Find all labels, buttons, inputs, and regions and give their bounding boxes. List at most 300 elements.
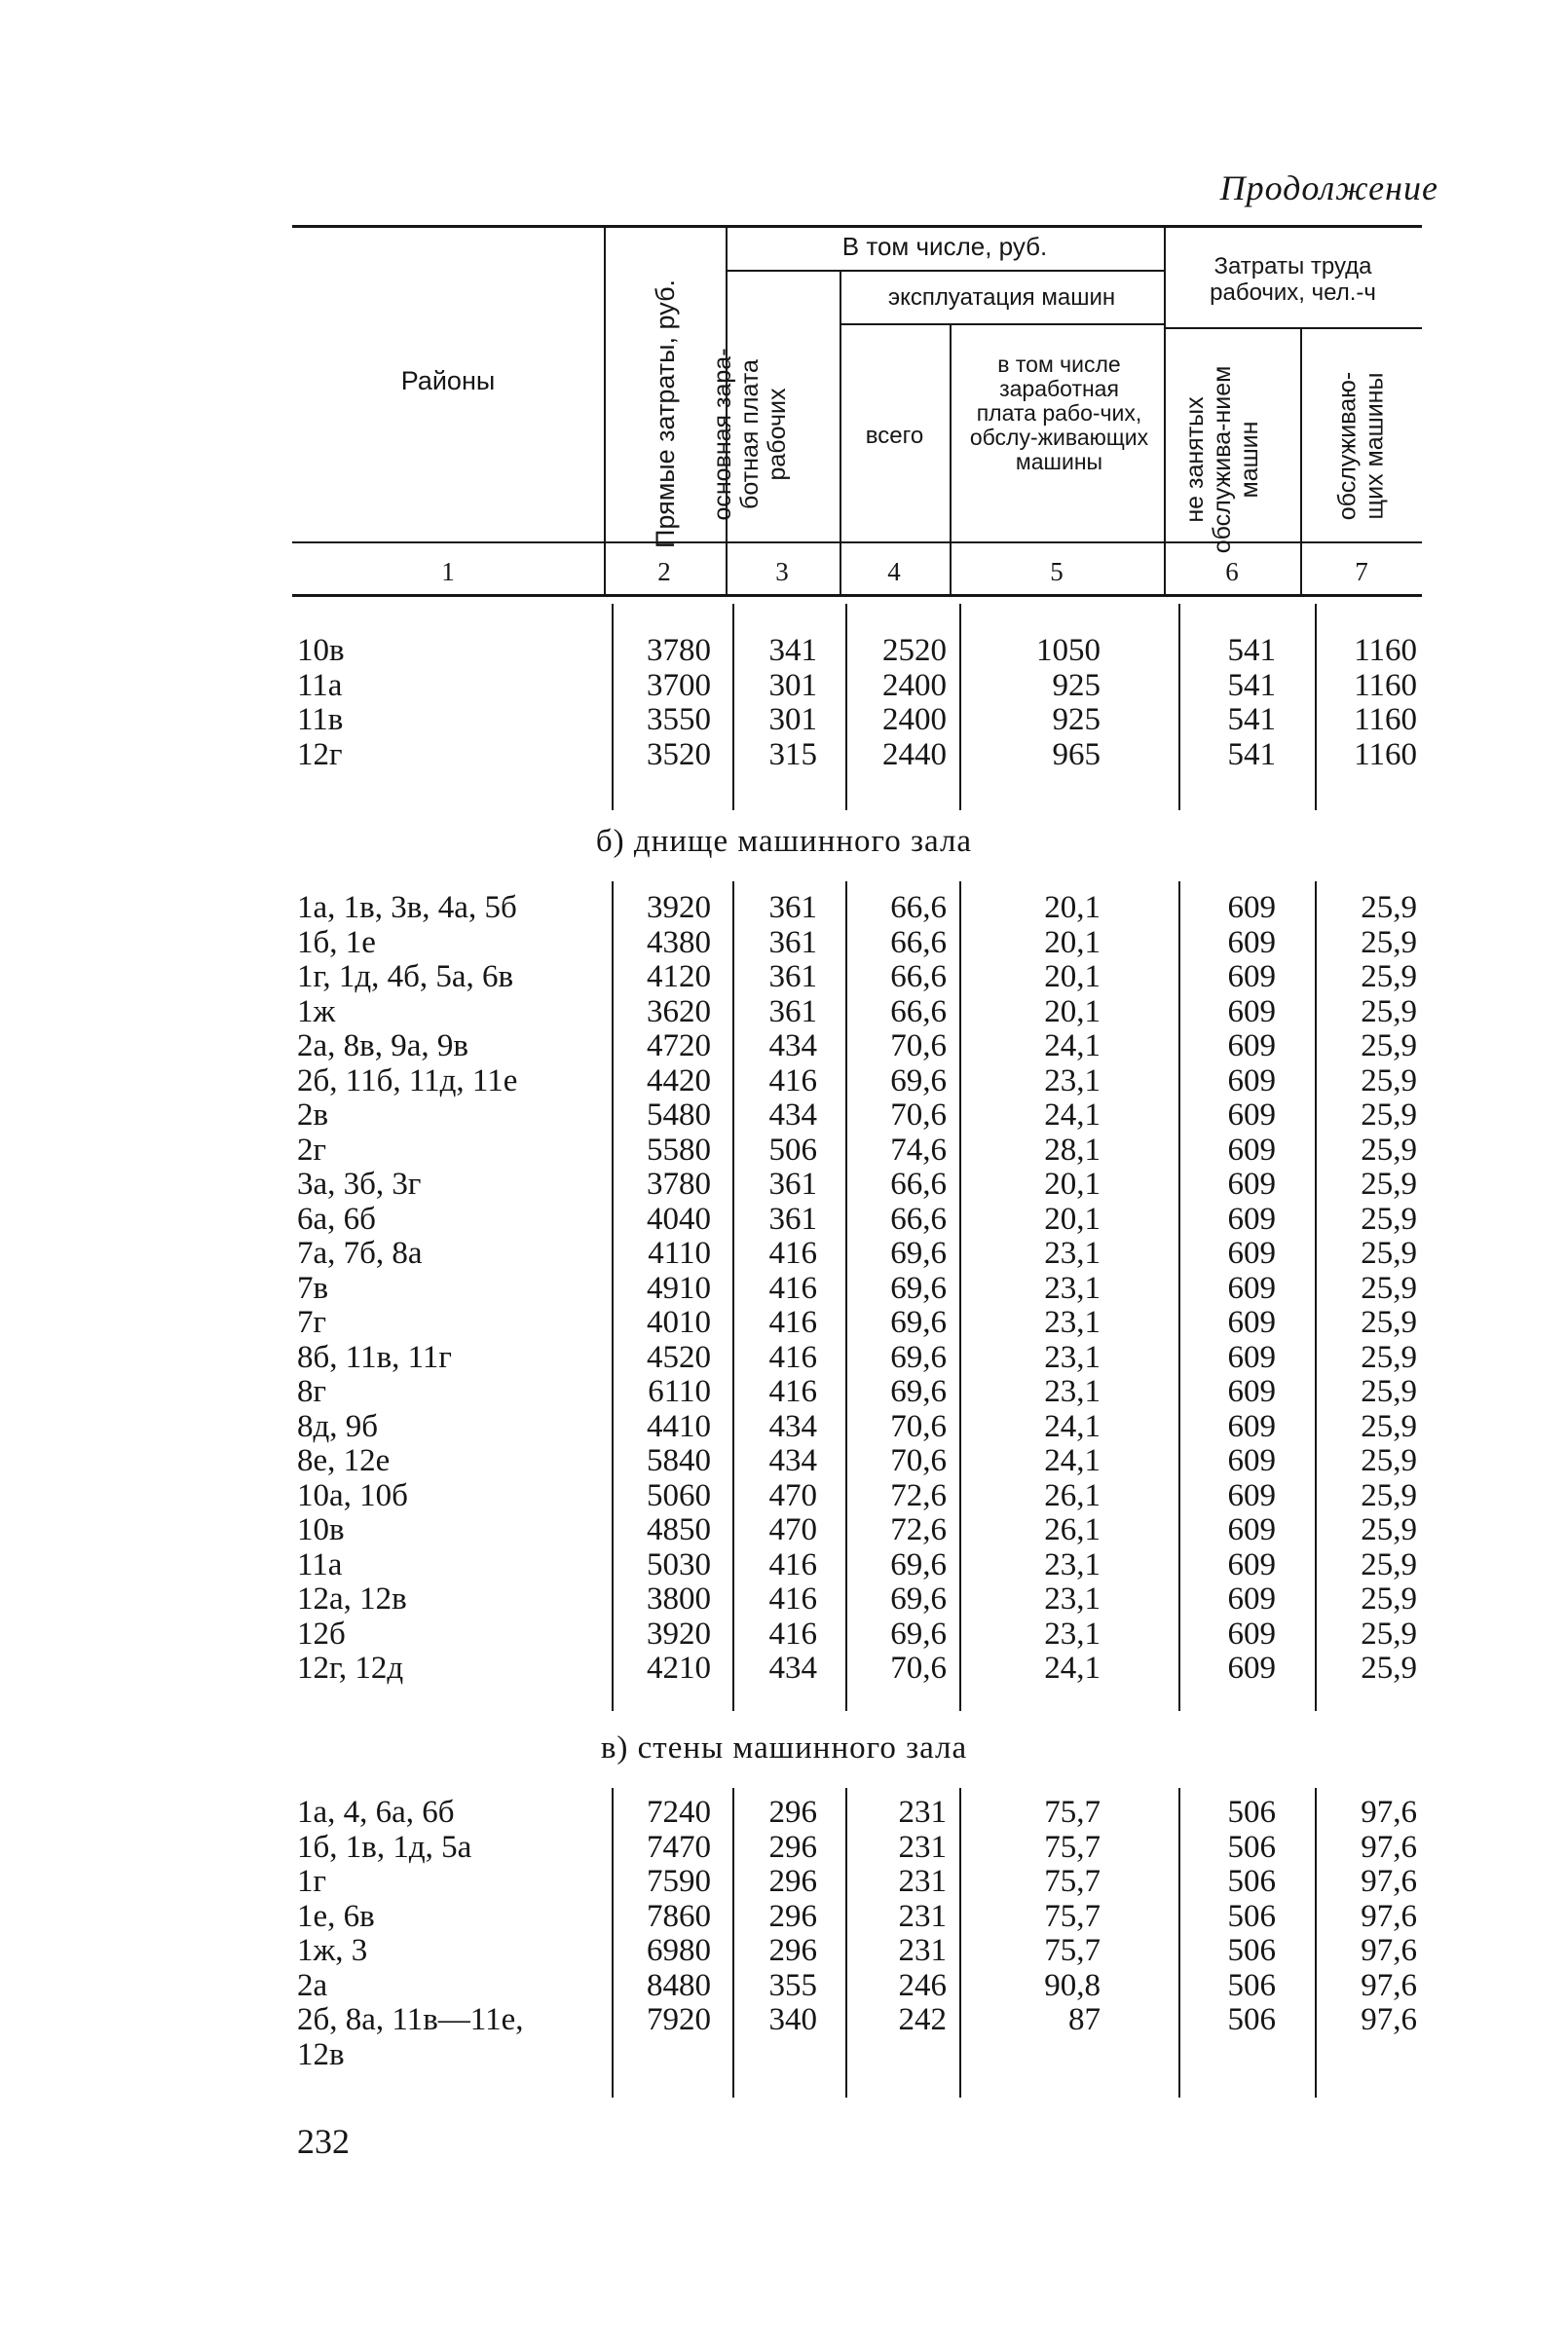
region-cell: 12г, 12д: [297, 1651, 404, 1686]
value-cell: 25,9: [1361, 1167, 1417, 1202]
region-cell: 8б, 11в, 11г: [297, 1339, 452, 1375]
value-cell: 87: [1068, 2002, 1101, 2037]
value-cell: 341: [768, 633, 817, 668]
header-including-wage: в том числе заработная плата рабо-чих, обслу-живающих машины: [969, 352, 1149, 474]
header-labor-costs: Затраты труда рабочих, чел.-ч: [1210, 253, 1376, 306]
value-cell: 25,9: [1361, 1477, 1417, 1513]
region-cell: 10в: [297, 633, 345, 668]
value-cell: 24,1: [1044, 1028, 1101, 1063]
value-cell: 3620: [647, 993, 711, 1029]
header-machine-operation: эксплуатация машин: [887, 284, 1116, 311]
region-cell: 8г: [297, 1374, 327, 1409]
value-cell: 70,6: [890, 1097, 947, 1133]
table-row: [0, 1306, 1568, 1341]
region-cell: 10в: [297, 1512, 345, 1547]
value-cell: 97,6: [1361, 1898, 1417, 1934]
region-cell: 2г: [297, 1132, 327, 1168]
value-cell: 3780: [647, 1167, 711, 1202]
table-row: [0, 891, 1568, 926]
value-cell: 66,6: [890, 959, 947, 994]
value-cell: 416: [768, 1616, 817, 1652]
region-cell: 8е, 12е: [297, 1443, 391, 1478]
value-cell: 75,7: [1044, 1829, 1101, 1865]
value-cell: 5840: [647, 1443, 711, 1478]
value-cell: 609: [1227, 1512, 1276, 1547]
value-cell: 6110: [648, 1374, 711, 1409]
column-number-5: 5: [1050, 557, 1064, 586]
region-cell: 10а, 10б: [297, 1477, 408, 1513]
region-cell: 1е, 6в: [297, 1898, 375, 1934]
value-cell: 609: [1227, 1443, 1276, 1478]
region-cell: 2в: [297, 1097, 329, 1133]
value-cell: 965: [1052, 736, 1101, 772]
value-cell: 20,1: [1044, 1201, 1101, 1237]
value-cell: 23,1: [1044, 1270, 1101, 1306]
value-cell: 609: [1227, 1339, 1276, 1375]
region-cell: 12б: [297, 1616, 346, 1652]
value-cell: 70,6: [890, 1028, 947, 1063]
table-row: [0, 1237, 1568, 1272]
value-cell: 3520: [647, 736, 711, 772]
value-cell: 66,6: [890, 890, 947, 925]
value-cell: 26,1: [1044, 1512, 1101, 1547]
table-row: [0, 1865, 1568, 1900]
value-cell: 4850: [647, 1512, 711, 1547]
table-row: [0, 1513, 1568, 1548]
value-cell: 25,9: [1361, 1097, 1417, 1133]
value-cell: 541: [1227, 736, 1276, 772]
value-cell: 23,1: [1044, 1236, 1101, 1271]
table-row: [0, 2003, 1568, 2038]
table-row: [0, 669, 1568, 704]
value-cell: 23,1: [1044, 1305, 1101, 1340]
value-cell: 24,1: [1044, 1443, 1101, 1478]
table-row: [0, 960, 1568, 995]
value-cell: 66,6: [890, 993, 947, 1029]
value-cell: 242: [898, 2002, 947, 2037]
value-cell: 361: [768, 1201, 817, 1237]
value-cell: 25,9: [1361, 1270, 1417, 1306]
table-row: [0, 1934, 1568, 1969]
value-cell: 25,9: [1361, 924, 1417, 960]
region-cell: 12г: [297, 736, 343, 772]
value-cell: 23,1: [1044, 1062, 1101, 1098]
region-cell: 2б, 11б, 11д, 11е: [297, 1062, 518, 1098]
value-cell: 75,7: [1044, 1898, 1101, 1934]
table-row: [0, 1168, 1568, 1203]
value-cell: 69,6: [890, 1339, 947, 1375]
region-cell: 12а, 12в: [297, 1581, 407, 1617]
value-cell: 69,6: [890, 1616, 947, 1652]
value-cell: 7860: [647, 1898, 711, 1934]
value-cell: 97,6: [1361, 1933, 1417, 1968]
value-cell: 74,6: [890, 1132, 947, 1168]
value-cell: 416: [768, 1374, 817, 1409]
value-cell: 434: [768, 1651, 817, 1686]
table-row: [0, 926, 1568, 961]
table-row: [0, 1652, 1568, 1687]
value-cell: 231: [898, 1864, 947, 1899]
value-cell: 4010: [647, 1305, 711, 1340]
value-cell: 609: [1227, 1581, 1276, 1617]
region-cell: 2б, 8а, 11в—11е,: [297, 2002, 524, 2037]
value-cell: 361: [768, 1167, 817, 1202]
value-cell: 1050: [1036, 633, 1101, 668]
region-cell: 1а, 1в, 3в, 4а, 5б: [297, 890, 517, 925]
table-row: [0, 1831, 1568, 1866]
value-cell: 7240: [647, 1795, 711, 1830]
value-cell: 25,9: [1361, 1512, 1417, 1547]
header-divider-1: [604, 227, 606, 597]
value-cell: 1160: [1354, 702, 1417, 737]
value-cell: 434: [768, 1028, 817, 1063]
region-cell: 1б, 1в, 1д, 5а: [297, 1829, 472, 1865]
region-cell: 1б, 1е: [297, 924, 376, 960]
table-row: [0, 738, 1568, 773]
value-cell: 69,6: [890, 1581, 947, 1617]
value-cell: 7590: [647, 1864, 711, 1899]
value-cell: 609: [1227, 1408, 1276, 1444]
header-rule-including: [726, 270, 1164, 272]
value-cell: 296: [768, 1933, 817, 1968]
region-cell: 1г: [297, 1864, 327, 1899]
value-cell: 5060: [647, 1477, 711, 1513]
value-cell: 3780: [647, 633, 711, 668]
value-cell: 7470: [647, 1829, 711, 1865]
value-cell: 4420: [647, 1062, 711, 1098]
value-cell: 75,7: [1044, 1864, 1101, 1899]
region-cell: 8д, 9б: [297, 1408, 379, 1444]
value-cell: 506: [1227, 1829, 1276, 1865]
region-cell: 11а: [297, 667, 343, 703]
value-cell: 416: [768, 1339, 817, 1375]
value-cell: 434: [768, 1408, 817, 1444]
value-cell: 355: [768, 1967, 817, 2003]
continuation-label: Продолжение: [1219, 168, 1438, 207]
value-cell: 28,1: [1044, 1132, 1101, 1168]
value-cell: 66,6: [890, 924, 947, 960]
value-cell: 609: [1227, 1201, 1276, 1237]
value-cell: 72,6: [890, 1512, 947, 1547]
value-cell: 2400: [882, 702, 947, 737]
value-cell: 25,9: [1361, 1651, 1417, 1686]
value-cell: 25,9: [1361, 1062, 1417, 1098]
value-cell: 97,6: [1361, 1829, 1417, 1865]
value-cell: 25,9: [1361, 1374, 1417, 1409]
value-cell: 315: [768, 736, 817, 772]
table-row: [0, 1410, 1568, 1445]
header-base-wage: основная зара-ботная плата рабочих: [709, 348, 791, 521]
value-cell: 416: [768, 1581, 817, 1617]
table-row: [0, 1341, 1568, 1376]
value-cell: 4410: [647, 1408, 711, 1444]
header-machine-workers: обслуживаю-щих машины: [1333, 371, 1389, 521]
region-cell: 1а, 4, 6а, 6б: [297, 1795, 455, 1830]
table-row: [0, 1444, 1568, 1479]
table-row: [0, 1618, 1568, 1653]
value-cell: 20,1: [1044, 924, 1101, 960]
value-cell: 25,9: [1361, 1028, 1417, 1063]
value-cell: 97,6: [1361, 1967, 1417, 2003]
value-cell: 609: [1227, 1546, 1276, 1582]
value-cell: 506: [1227, 1967, 1276, 2003]
value-cell: 23,1: [1044, 1339, 1101, 1375]
value-cell: 70,6: [890, 1408, 947, 1444]
value-cell: 25,9: [1361, 1581, 1417, 1617]
value-cell: 24,1: [1044, 1408, 1101, 1444]
value-cell: 8480: [647, 1967, 711, 2003]
value-cell: 3920: [647, 1616, 711, 1652]
value-cell: 2400: [882, 667, 947, 703]
value-cell: 609: [1227, 959, 1276, 994]
section-title-walls: в) стены машинного зала: [600, 1730, 968, 1766]
value-cell: 231: [898, 1898, 947, 1934]
value-cell: 416: [768, 1546, 817, 1582]
value-cell: 69,6: [890, 1546, 947, 1582]
value-cell: 361: [768, 890, 817, 925]
table-row: [0, 634, 1568, 669]
value-cell: 541: [1227, 667, 1276, 703]
value-cell: 3550: [647, 702, 711, 737]
value-cell: 69,6: [890, 1236, 947, 1271]
value-cell: 23,1: [1044, 1581, 1101, 1617]
value-cell: 609: [1227, 1236, 1276, 1271]
section-continuation-rows: [0, 634, 1568, 772]
value-cell: 23,1: [1044, 1374, 1101, 1409]
value-cell: 1160: [1354, 667, 1417, 703]
value-cell: 925: [1052, 702, 1101, 737]
value-cell: 5030: [647, 1546, 711, 1582]
table-row: [0, 1098, 1568, 1134]
value-cell: 609: [1227, 1651, 1276, 1686]
value-cell: 296: [768, 1898, 817, 1934]
value-cell: 75,7: [1044, 1933, 1101, 1968]
value-cell: 25,9: [1361, 1443, 1417, 1478]
value-cell: 25,9: [1361, 1132, 1417, 1168]
value-cell: 506: [1227, 1898, 1276, 1934]
value-cell: 69,6: [890, 1305, 947, 1340]
value-cell: 231: [898, 1933, 947, 1968]
value-cell: 24,1: [1044, 1651, 1101, 1686]
value-cell: 75,7: [1044, 1795, 1101, 1830]
region-cell: 2а: [297, 1967, 328, 2003]
value-cell: 416: [768, 1236, 817, 1271]
value-cell: 296: [768, 1864, 817, 1899]
value-cell: 3920: [647, 890, 711, 925]
column-number-2: 2: [657, 557, 671, 586]
value-cell: 4910: [647, 1270, 711, 1306]
header-regions: Районы: [400, 366, 496, 395]
table-row: [0, 1029, 1568, 1064]
value-cell: 4380: [647, 924, 711, 960]
value-cell: 231: [898, 1829, 947, 1865]
value-cell: 416: [768, 1270, 817, 1306]
header-rule-machine: [840, 323, 1164, 325]
header-divider-4: [950, 325, 952, 597]
value-cell: 925: [1052, 667, 1101, 703]
section-title-bottom: б) днище машинного зала: [595, 824, 973, 859]
value-cell: 5580: [647, 1132, 711, 1168]
value-cell: 609: [1227, 1270, 1276, 1306]
value-cell: 72,6: [890, 1477, 947, 1513]
value-cell: 20,1: [1044, 1167, 1101, 1202]
value-cell: 1160: [1354, 736, 1417, 772]
value-cell: 97,6: [1361, 1864, 1417, 1899]
value-cell: 90,8: [1044, 1967, 1101, 2003]
value-cell: 25,9: [1361, 1236, 1417, 1271]
value-cell: 25,9: [1361, 1339, 1417, 1375]
header-top-rule: [292, 225, 1422, 228]
value-cell: 25,9: [1361, 1546, 1417, 1582]
table-row: [0, 995, 1568, 1030]
page-number: 232: [297, 2122, 350, 2161]
table-row: [0, 1375, 1568, 1410]
table-row: [0, 703, 1568, 738]
value-cell: 434: [768, 1443, 817, 1478]
value-cell: 609: [1227, 1616, 1276, 1652]
table-row: [0, 1548, 1568, 1583]
header-direct-costs: Прямые затраты, руб.: [651, 279, 680, 549]
value-cell: 361: [768, 924, 817, 960]
value-cell: 470: [768, 1512, 817, 1547]
table-row: [0, 1969, 1568, 2004]
region-cell: 3а, 3б, 3г: [297, 1167, 422, 1202]
value-cell: 609: [1227, 1305, 1276, 1340]
value-cell: 97,6: [1361, 2002, 1417, 2037]
value-cell: 416: [768, 1305, 817, 1340]
value-cell: 609: [1227, 1167, 1276, 1202]
value-cell: 3800: [647, 1581, 711, 1617]
value-cell: 340: [768, 2002, 817, 2037]
value-cell: 4720: [647, 1028, 711, 1063]
column-number-1: 1: [441, 557, 455, 586]
value-cell: 609: [1227, 1062, 1276, 1098]
column-number-6: 6: [1225, 557, 1239, 586]
value-cell: 609: [1227, 924, 1276, 960]
value-cell: 25,9: [1361, 1201, 1417, 1237]
value-cell: 26,1: [1044, 1477, 1101, 1513]
region-cell: 7г: [297, 1305, 327, 1340]
value-cell: 609: [1227, 993, 1276, 1029]
value-cell: 3700: [647, 667, 711, 703]
value-cell: 301: [768, 667, 817, 703]
section-walls-rows: [0, 1796, 1568, 2072]
region-cell: 7а, 7б, 8а: [297, 1236, 423, 1271]
value-cell: 24,1: [1044, 1097, 1101, 1133]
value-cell: 609: [1227, 1374, 1276, 1409]
value-cell: 25,9: [1361, 1305, 1417, 1340]
value-cell: 23,1: [1044, 1546, 1101, 1582]
value-cell: 506: [1227, 1864, 1276, 1899]
value-cell: 296: [768, 1829, 817, 1865]
value-cell: 246: [898, 1967, 947, 2003]
table-row: [0, 1064, 1568, 1099]
value-cell: 25,9: [1361, 890, 1417, 925]
header-not-machine-workers: не занятых обслужива-нием машин: [1181, 365, 1263, 554]
header-divider-5: [1164, 227, 1166, 597]
value-cell: 416: [768, 1062, 817, 1098]
value-cell: 4040: [647, 1201, 711, 1237]
section-bottom-rows: [0, 891, 1568, 1687]
value-cell: 609: [1227, 1028, 1276, 1063]
value-cell: 69,6: [890, 1270, 947, 1306]
table-row: [0, 1479, 1568, 1514]
number-row-rule: [292, 594, 1422, 597]
value-cell: 4210: [647, 1651, 711, 1686]
value-cell: 4520: [647, 1339, 711, 1375]
value-cell: 4120: [647, 959, 711, 994]
region-cell: 2а, 8в, 9а, 9в: [297, 1028, 468, 1063]
value-cell: 301: [768, 702, 817, 737]
value-cell: 4110: [648, 1236, 711, 1271]
value-cell: 541: [1227, 702, 1276, 737]
value-cell: 434: [768, 1097, 817, 1133]
value-cell: 609: [1227, 1132, 1276, 1168]
value-cell: 609: [1227, 890, 1276, 925]
value-cell: 20,1: [1044, 890, 1101, 925]
value-cell: 69,6: [890, 1062, 947, 1098]
value-cell: 70,6: [890, 1651, 947, 1686]
value-cell: 25,9: [1361, 993, 1417, 1029]
value-cell: 25,9: [1361, 1616, 1417, 1652]
value-cell: 231: [898, 1795, 947, 1830]
value-cell: 70,6: [890, 1443, 947, 1478]
column-number-7: 7: [1355, 557, 1368, 586]
value-cell: 609: [1227, 1477, 1276, 1513]
region-cell: 11а: [297, 1546, 343, 1582]
table-row: [0, 1134, 1568, 1169]
column-number-3: 3: [775, 557, 789, 586]
column-number-4: 4: [887, 557, 901, 586]
value-cell: 506: [1227, 1795, 1276, 1830]
value-cell: 6980: [647, 1933, 711, 1968]
value-cell: 361: [768, 993, 817, 1029]
value-cell: 25,9: [1361, 1408, 1417, 1444]
value-cell: 470: [768, 1477, 817, 1513]
value-cell: 506: [768, 1132, 817, 1168]
value-cell: 66,6: [890, 1201, 947, 1237]
table-row: [0, 1796, 1568, 1831]
value-cell: 1160: [1354, 633, 1417, 668]
region-cell: 1ж: [297, 993, 336, 1029]
value-cell: 97,6: [1361, 1795, 1417, 1830]
value-cell: 69,6: [890, 1374, 947, 1409]
value-cell: 296: [768, 1795, 817, 1830]
value-cell: 25,9: [1361, 959, 1417, 994]
table-row: [0, 2038, 1568, 2073]
value-cell: 2520: [882, 633, 947, 668]
table-row: [0, 1272, 1568, 1307]
table-row: [0, 1582, 1568, 1618]
value-cell: 506: [1227, 2002, 1276, 2037]
header-rule-labor: [1164, 327, 1422, 329]
table-row: [0, 1203, 1568, 1238]
region-cell: 1ж, 3: [297, 1933, 368, 1968]
value-cell: 7920: [647, 2002, 711, 2037]
value-cell: 20,1: [1044, 959, 1101, 994]
region-cell: 6а, 6б: [297, 1201, 376, 1237]
value-cell: 5480: [647, 1097, 711, 1133]
region-cell: 12в: [297, 2036, 345, 2072]
region-cell: 1г, 1д, 4б, 5а, 6в: [297, 959, 514, 994]
value-cell: 66,6: [890, 1167, 947, 1202]
value-cell: 2440: [882, 736, 947, 772]
value-cell: 20,1: [1044, 993, 1101, 1029]
region-cell: 7в: [297, 1270, 329, 1306]
table-row: [0, 1900, 1568, 1935]
region-cell: 11в: [297, 702, 344, 737]
value-cell: 23,1: [1044, 1616, 1101, 1652]
